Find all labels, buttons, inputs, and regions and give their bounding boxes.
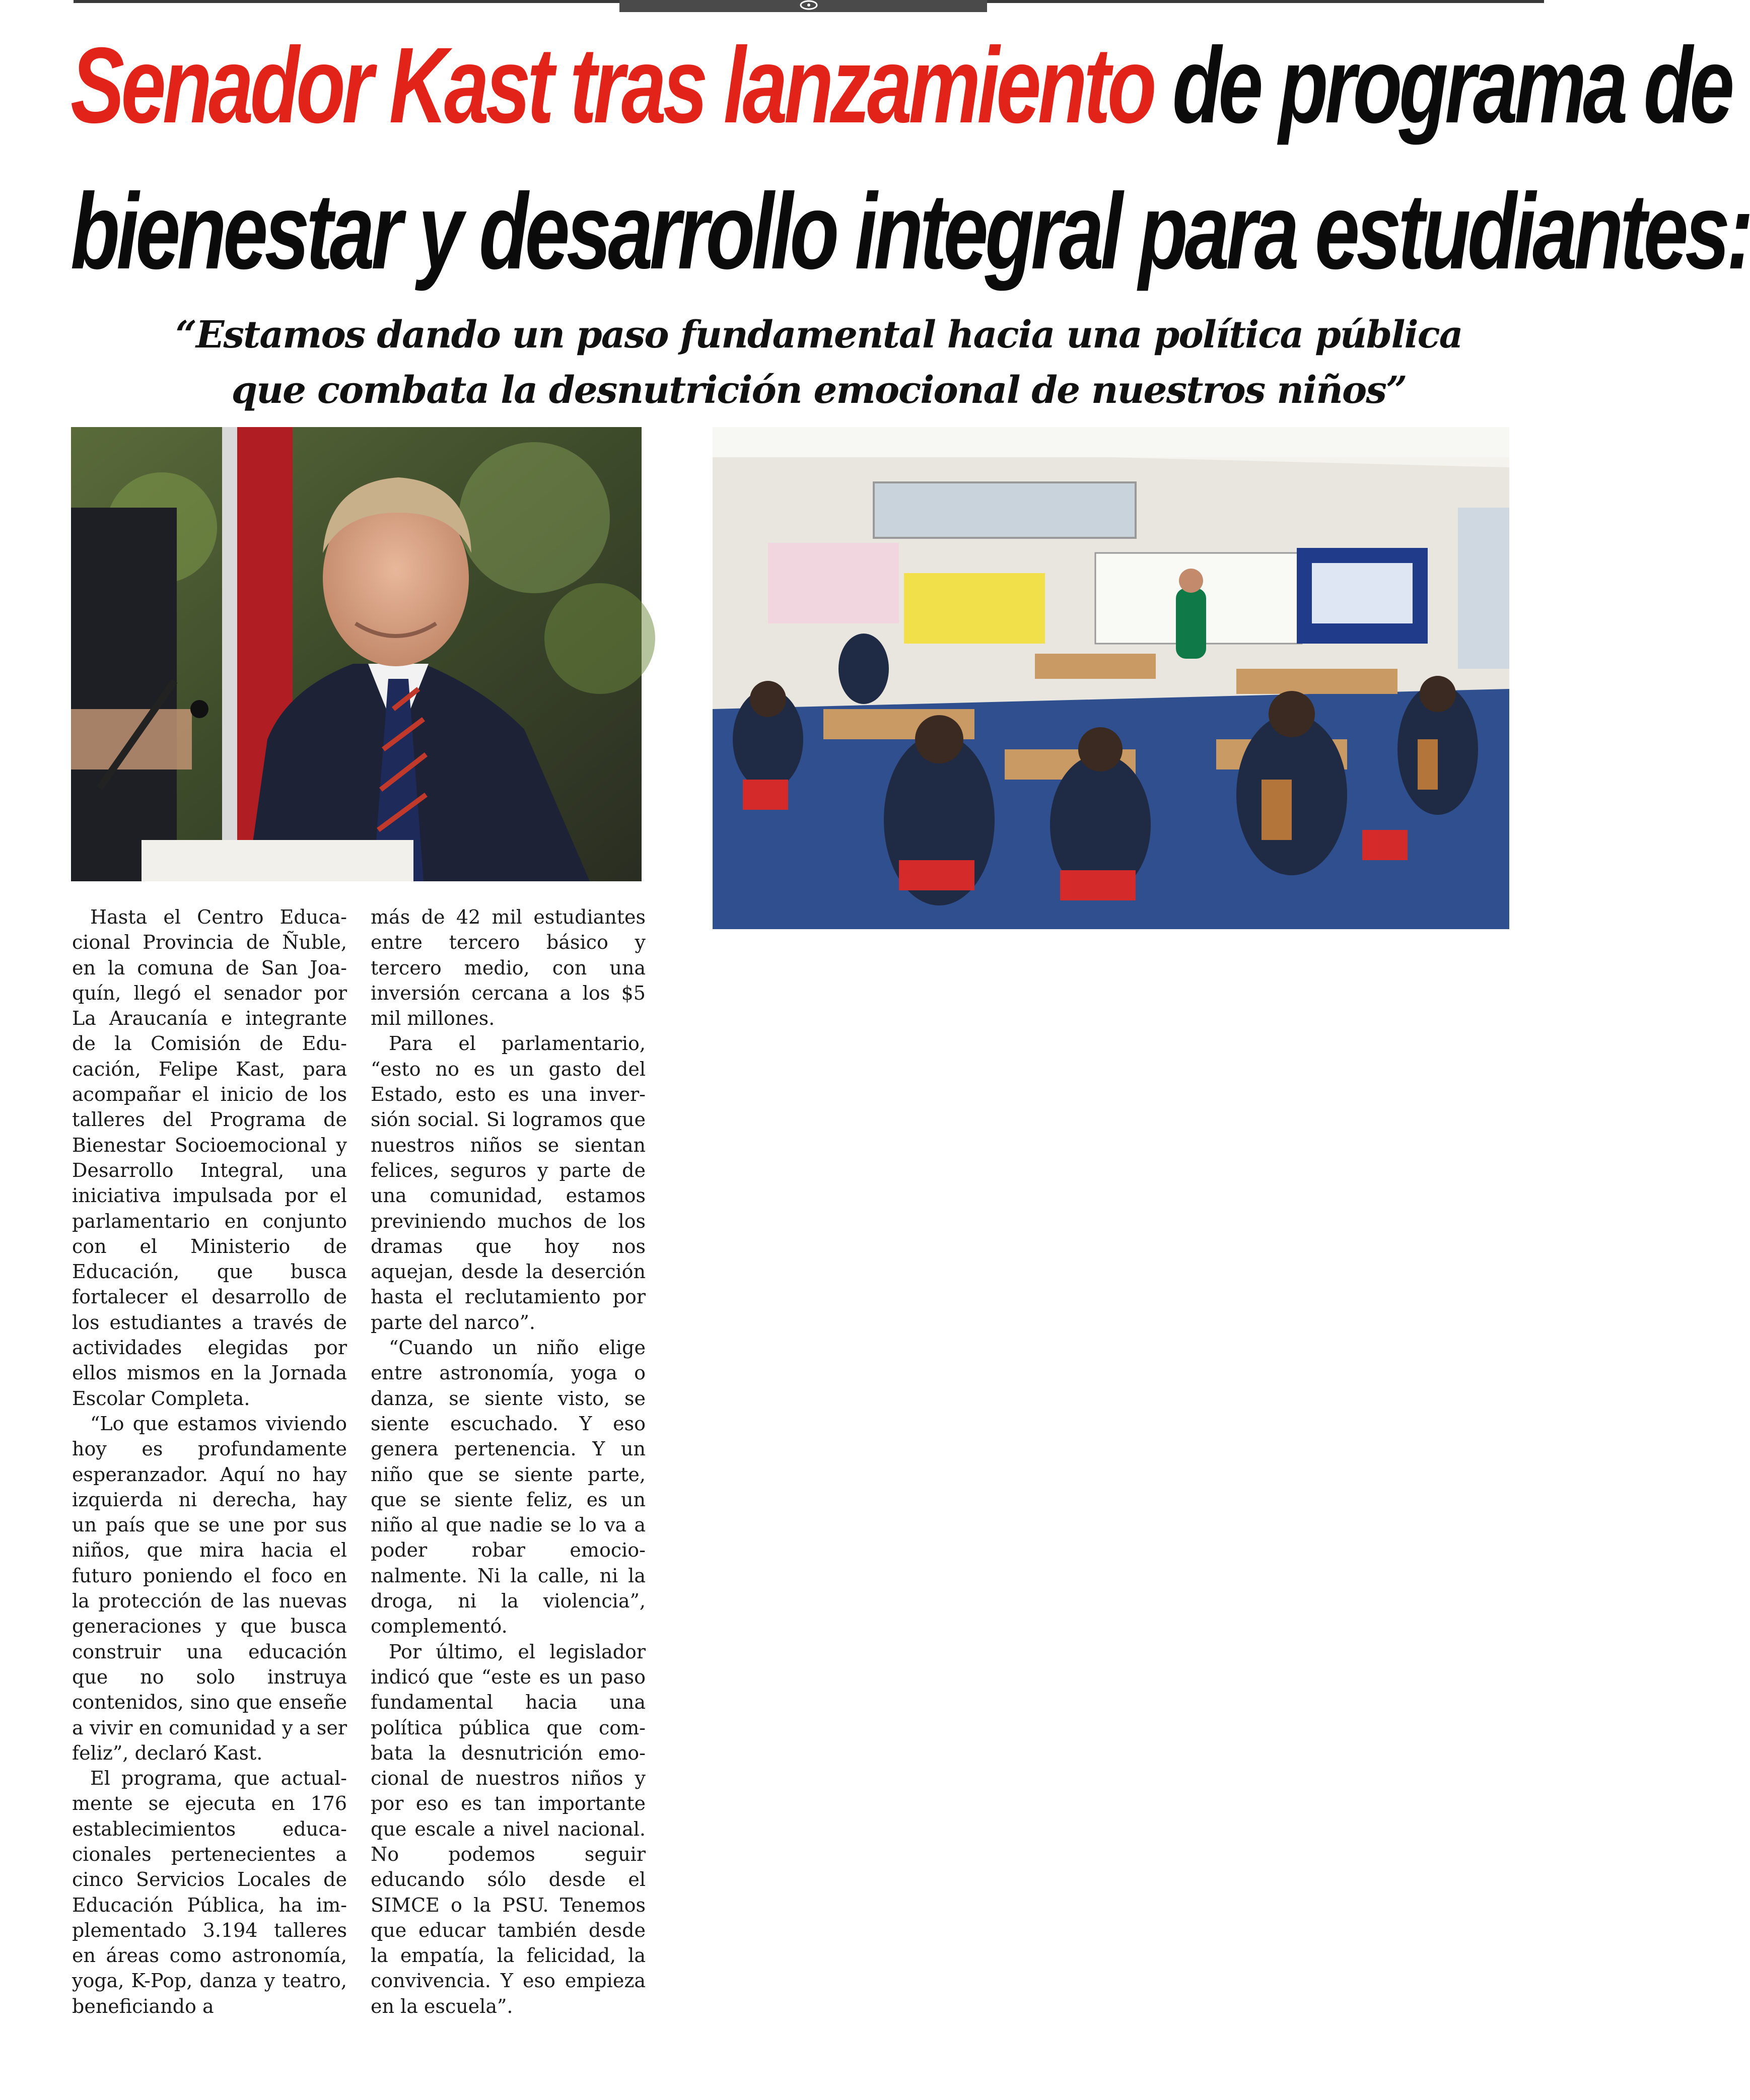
senator-photo [71, 427, 642, 881]
subheadline-line-1: “Estamos dando un paso fundamental hacia una política pública [175, 313, 1462, 357]
paragraph: Por último, el legislador indicó que “este es un paso fundamental hacia una política pública que combata la desnutrición emocional de nuestros niños y por eso es tan importante que escale a nivel nacional. No podemos seguir educando sólo desde el SIMCE o la PSU. Tenemos que educar también desde la empatía, la felicidad, la convivencia. Y eso empieza en la escuela”. [371, 1640, 646, 2017]
headline-red-part: Senador Kast tras lanzamiento [71, 25, 1154, 146]
paragraph: “Cuando un niño elige entre astronomía, yoga o danza, se siente visto, se siente escuchado. Y eso genera pertenencia. Y un niño que se siente parte, que se siente feliz, es un niño al que nadie se lo va a poder robar emocionalmente. Ni la calle, ni la droga, ni la violencia”, complementó. [371, 1337, 646, 1638]
paragraph: El programa, que actualmente se ejecuta en 176 establecimientos educacionales pertenecientes a cinco Servicios Locales de Educación Pública, ha implementado 3.194 talleres en áreas como astronomía, yoga, K-Pop, danza y teatro, beneficiando a [72, 1767, 347, 2017]
subheadline-line-2: que combata la desnutrición emocional de nuestros niños” [231, 369, 1407, 412]
paragraph: Hasta el Centro Educacional Provincia de Ñuble, en la comuna de San Joaquín, llegó el senador por La Araucanía e integrante de la Comisión de Educación, Felipe Kast, para acompañar el inicio de los talleres del Programa de Bienestar Socioemocional y Desarrollo Integral, una iniciativa impulsada por el parlamentario en conjunto con el Ministerio de Educación, que busca fortalecer el desarrollo de los estudiantes a través de actividades elegidas por ellos mismos en la Jornada Escolar Completa. [72, 906, 347, 1410]
paragraph: más de 42 mil estudiantes entre tercero básico y tercero medio, con una inversión cercana a los $5 mil millones. [371, 906, 646, 1030]
paragraph: Para el parlamentario, “esto no es un gasto del Estado, esto es una inversión social. Si logramos que nuestros niños se sientan felices, seguros y parte de una comunidad, estamos previniendo muchos de los dramas que hoy nos aquejan, desde la deserción hasta el reclutamiento por parte del narco”. [371, 1032, 646, 1334]
subheadline [74, 307, 1564, 418]
emblem-icon [795, 0, 823, 12]
headline-line-2: bienestar y desarrollo integral para estudiantes: [71, 171, 1750, 292]
article-column-1 [72, 904, 347, 2019]
classroom-photo [713, 427, 1509, 929]
article-column-2 [371, 904, 646, 2019]
headline-black-part: de programa de [1153, 25, 1731, 146]
paragraph: “Lo que estamos viviendo hoy es profundamente esperanzador. Aquí no hay izquierda ni derecha, hay un país que se une por sus niños, que mira hacia el futuro poniendo el foco en la protección de las nuevas generaciones y que busca construir una educación que no solo instruya contenidos, sino que enseñe a vivir en comunidad y a ser feliz”, declaró Kast. [72, 1412, 347, 1764]
headline-line-1 [71, 25, 1731, 146]
